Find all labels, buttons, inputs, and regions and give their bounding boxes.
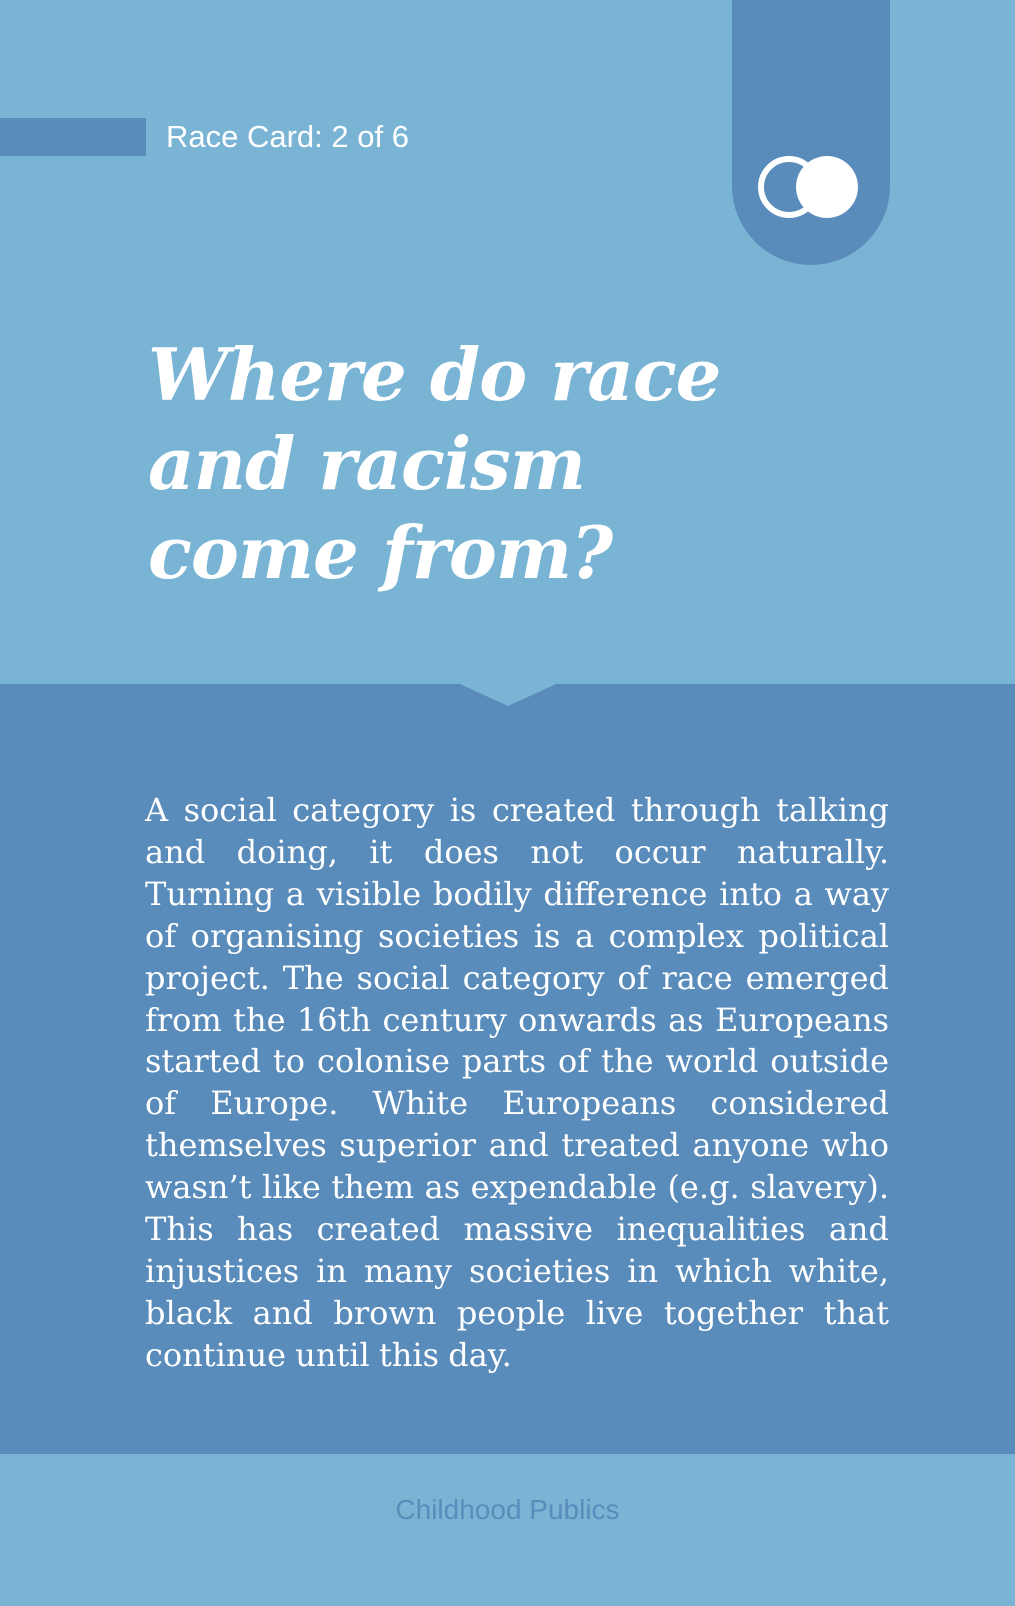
footer [0, 1454, 1015, 1606]
section-notch [460, 684, 556, 706]
card-label: Race Card: 2 of 6 [166, 119, 409, 154]
title-line: come from? [148, 510, 613, 595]
footer-brand: Childhood Publics [395, 1494, 620, 1525]
title-line: and racism [148, 421, 585, 506]
accent-bar [0, 118, 146, 156]
title-line: Where do race [148, 332, 721, 417]
card-tab [732, 0, 890, 265]
body-paragraph: A social category is created through talking and doing, it does not occur naturally. Turning a visible bodily difference into a way of organising societies is a complex political project. The social category of race emerged from the 16th century onwards as Europeans started to colonise parts of the world outside of Europe. White Europeans considered themselves superior and treated anyone who wasn’t like them as expendable (e.g. slavery). This has created massive inequalities and injustices in many societies in which white, black and brown people live together that continue until this day. [145, 791, 889, 1374]
card-title [148, 330, 848, 597]
overlapping-circles-icon [754, 152, 866, 222]
